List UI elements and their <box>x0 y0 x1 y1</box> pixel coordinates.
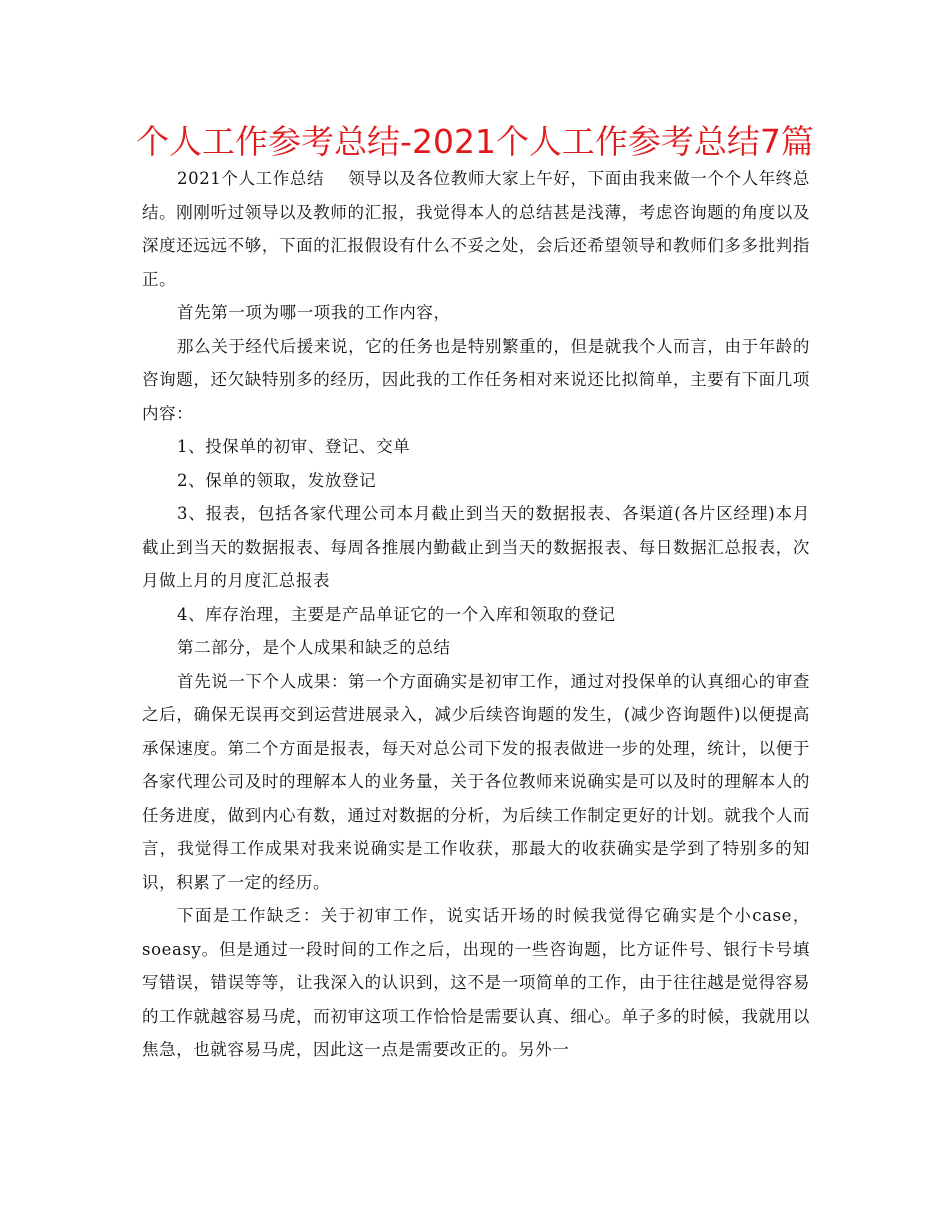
document-body <box>142 162 810 1067</box>
document-title: 个人工作参考总结-2021个人工作参考总结7篇 <box>136 122 814 161</box>
paragraph-task-overview: 那么关于经代后援来说，它的任务也是特别繁重的，但是就我个人而言，由于年龄的咨询题，还欠缺特别多的经历，因此我的工作任务相对来说还比拟简单，主要有下面几项内容： <box>142 336 810 423</box>
list-item-3: 3、报表，包括各家代理公司本月截止到当天的数据报表、各渠道(各片区经理)本月截止到当天的数据报表、每周各推展内勤截止到当天的数据报表、每日数据汇总报表，次月做上月的月度汇总报表 <box>142 504 811 590</box>
list-item-1: 1、投保单的初审、登记、交单 <box>177 437 411 456</box>
list-item-4: 4、库存治理，主要是产品单证它的一个入库和领取的登记 <box>177 604 616 624</box>
intro-lead: 2021个人工作总结 <box>177 169 325 188</box>
paragraph-shortcomings: 下面是工作缺乏：关于初审工作，说实话开场的时候我觉得它确实是个小case，soeasy。但是通过一段时间的工作之后，出现的一些咨询题，比方证件号、银行卡号填写错误，错误等等，让我深入的认识到，这不是一项简单的工作，由于往往越是觉得容易的工作就越容易马虎，而初审这项工作恰恰是需要认真、细心。单子多的时候，我就用以焦急，也就容易马虎，因此这一点是需要改正的。另外一 <box>142 906 810 1059</box>
intro-text: 领导以及各位教师大家上午好，下面由我来做一个个人年终总结。刚刚听过领导以及教师的汇报，我觉得本人的总结甚是浅薄，考虑咨询题的角度以及深度还远远不够，下面的汇报假设有什么不妥之处，会后还希望领导和教师们多多批判指正。 <box>142 169 810 289</box>
intro-paragraph <box>142 162 810 296</box>
paragraph-achievements: 首先说一下个人成果：第一个方面确实是初审工作，通过对投保单的认真细心的审查之后，确保无误再交到运营进展录入，减少后续咨询题的发生，(减少咨询题件)以便提高承保速度。第二个方面是报表，每天对总公司下发的报表做进一步的处理，统计，以便于各家代理公司及时的理解本人的业务量，关于各位教师来说确实是可以及时的理解本人的任务进度，做到内心有数，通过对数据的分析，为后续工作制定更好的计划。就我个人而言，我觉得工作成果对我来说确实是工作收获，那最大的收获确实是学到了特别多的知识，积累了一定的经历。 <box>142 671 810 892</box>
section-heading-part-two: 第二部分，是个人成果和缺乏的总结 <box>177 638 451 657</box>
paragraph-work-content: 首先第一项为哪一项我的工作内容， <box>177 303 451 322</box>
list-item-2: 2、保单的领取，发放登记 <box>177 470 377 490</box>
